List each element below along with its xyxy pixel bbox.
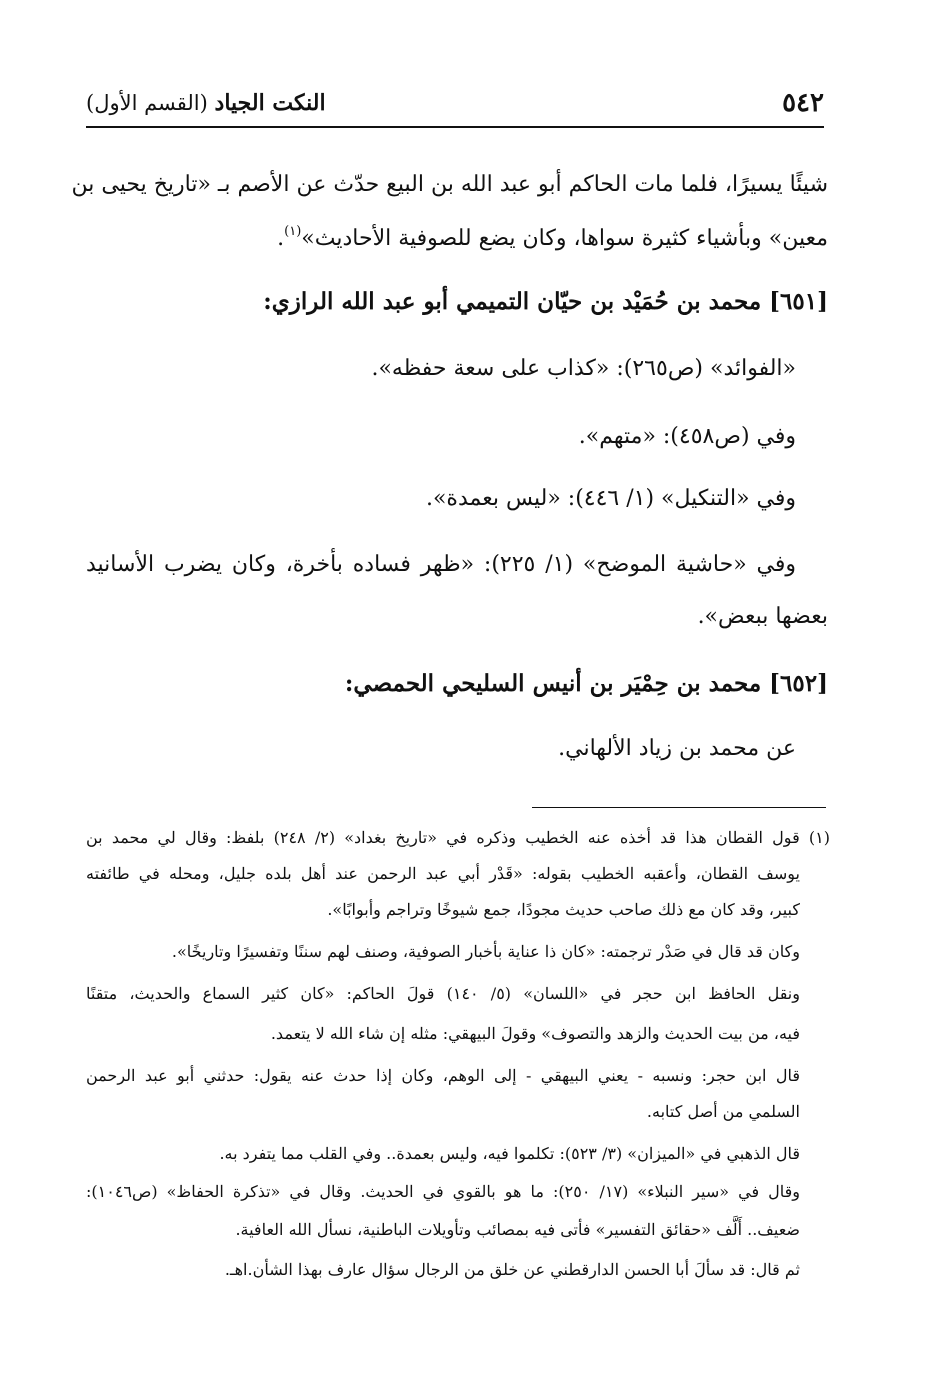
paragraph-line: [86, 224, 828, 251]
entry-line: بعضها ببعض».: [697, 604, 828, 629]
footnote-line: السلمي من أصل كتابه.: [646, 1102, 800, 1121]
entry-line: عن محمد بن زياد الألهاني.: [558, 736, 796, 761]
entry-heading-651: [٦٥١] محمد بن حُمَيْد بن حيّان التميمي أبو عبد الله الرازي:: [263, 288, 828, 315]
book-part: (القسم الأول): [86, 91, 208, 115]
page-header: [86, 82, 824, 128]
footnote-line: يوسف القطان، وأعقبه الخطيب بقوله: «قَدْر أبي عبد الرحمن عند أهل بلده جليل، ومحله في طائفته: [86, 864, 800, 883]
footnote-separator: [532, 807, 826, 808]
page-number: ٥٤٢: [782, 88, 824, 118]
footnote-line: ونقل الحافظ ابن حجر في «اللسان» (٥/ ١٤٠) قولَ الحاكم: «كان كثير السماع والحديث، متقنًا: [86, 984, 800, 1003]
footnote-line: وكان قد قال في صَدْر ترجمته: «كان ذا عناية بأخبار الصوفية، وصنف لهم سننًا وتفسيرًا وتاريخًا».: [171, 942, 800, 961]
paragraph-line: شيئًا يسيرًا، فلما مات الحاكم أبو عبد الله بن البيع حدّث عن الأصم بـ «تاريخ يحيى بن: [71, 172, 828, 197]
running-title: [86, 90, 326, 116]
footnote-line: (١) قول القطان هذا قد أخذه عنه الخطيب وذكره في «تاريخ بغداد» (٢/ ٢٤٨) بلفظ: وقال لي محمد بن: [86, 828, 830, 847]
footnote-line: فيه، من بيت الحديث والزهد والتصوف» وقولَ البيهقي: مثله إن شاء الله لا يتعمد.: [270, 1024, 800, 1043]
paragraph-end: .: [277, 226, 285, 251]
footnote-line: قال الذهبي في «الميزان» (٣/ ٥٢٣): تكلموا فيه، وليس بعمدة.. وفي القلب مما يتفرد به.: [219, 1144, 800, 1163]
paragraph-text: معين» وبأشياء كثيرة سواها، وكان يضع للصوفية الأحاديث»: [301, 226, 828, 251]
footnote-marker: (١): [284, 224, 302, 239]
footnote-line: قال ابن حجر: ونسبه - يعني البيهقي - إلى الوهم، وكان إذا حدث عنه يقول: حدثني أبو عبد الرحمن: [86, 1066, 800, 1085]
entry-heading-652: [٦٥٢] محمد بن حِمْيَر بن أنيس السليحي الحمصي:: [344, 670, 828, 697]
entry-line: وفي «التنكيل» (١/ ٤٤٦): «ليس بعمدة».: [425, 486, 796, 511]
footnote-line: ضعيف.. أَلَّف «حقائق التفسير» فأتى فيه بمصائب وتأويلات الباطنية، نسأل الله العافية.: [235, 1220, 800, 1239]
book-title: النكت الجياد: [214, 90, 326, 116]
footnote-line: ثم قال: قد سألَ أبا الحسن الدارقطني عن خلق من الرجال سؤال عارف بهذا الشأن.اهـ.: [224, 1260, 800, 1279]
footnote-line: كبير، وقد كان مع ذلك صاحب حديث مجودًا، جمع شيوخًا وتراجم وأبوابًا».: [327, 900, 800, 919]
entry-line: وفي «حاشية الموضح» (١/ ٢٢٥): «ظهر فساده بأخرة، وكان يضرب الأسانيد: [86, 552, 796, 577]
footnote-line: وقال في «سير النبلاء» (١٧/ ٢٥٠): ما هو بالقوي في الحديث. وقال في «تذكرة الحفاظ» (ص١٠٤٦):: [86, 1182, 800, 1201]
entry-line: وفي (ص٤٥٨): «متهم».: [578, 424, 796, 449]
entry-line: «الفوائد» (ص٢٦٥): «كذاب على سعة حفظه».: [371, 356, 796, 381]
